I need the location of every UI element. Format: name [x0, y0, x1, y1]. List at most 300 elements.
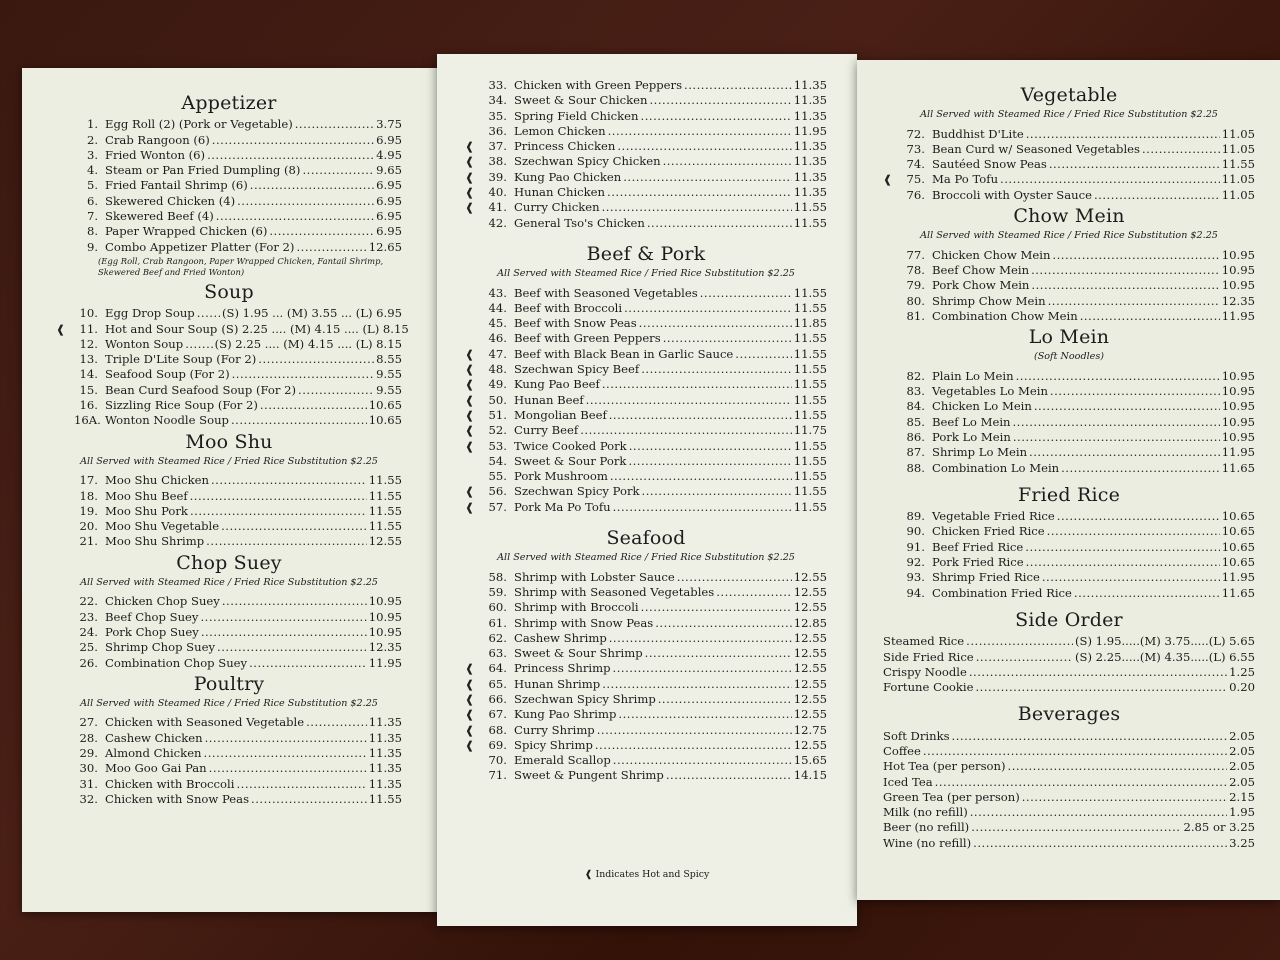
item-name: Szechwan Spicy Chicken: [514, 154, 661, 169]
item-number: 4.: [86, 163, 98, 178]
menu-column-left: [56, 90, 409, 807]
dot-leader: [617, 139, 791, 154]
section-title-chow-mein: Chow Mein: [1013, 205, 1125, 228]
dot-leader: [645, 646, 792, 661]
item-price: 3.75: [376, 117, 402, 132]
item-name: Sweet & Pungent Shrimp: [514, 768, 664, 783]
item-price: 11.95: [1221, 308, 1255, 323]
item-price: 2.85 or 3.25: [1183, 820, 1255, 835]
dot-leader: [1080, 309, 1220, 324]
item-number: 84.: [906, 399, 925, 414]
menu-item-row: [883, 142, 1255, 157]
dot-leader: [1008, 759, 1228, 774]
dot-leader: [216, 209, 374, 224]
item-number: 6.: [86, 193, 98, 208]
item-name: Moo Shu Vegetable: [105, 519, 220, 534]
item-name: Crab Rangoon (6): [105, 132, 210, 147]
item-name: Curry Shrimp: [514, 722, 595, 737]
item-price: 2.15: [1229, 789, 1255, 804]
menu-panel-middle: [437, 54, 857, 926]
item-number: 80.: [906, 293, 925, 308]
item-name: Sweet & Sour Chicken: [514, 93, 648, 108]
menu-item-row: [56, 352, 402, 367]
section-title-lo-mein: Lo Mein: [1028, 326, 1110, 349]
item-number: 19.: [79, 503, 98, 518]
dot-leader: [249, 656, 367, 671]
item-number: 2.: [86, 132, 98, 147]
menu-item-row: [465, 454, 827, 469]
item-price: 10.65: [1221, 539, 1255, 554]
item-name: Pork Ma Po Tofu: [514, 499, 611, 514]
item-price: 10.95: [1221, 429, 1255, 444]
item-name: Cashew Shrimp: [514, 630, 607, 645]
dot-leader: [206, 534, 367, 549]
dot-leader: [1013, 430, 1220, 445]
menu-item-row: [465, 768, 827, 783]
dot-leader: [655, 616, 792, 631]
item-number: 75.: [906, 172, 925, 187]
dot-leader: [1057, 509, 1220, 524]
item-name: Hunan Beef: [514, 392, 584, 407]
section-title-seafood: Seafood: [606, 527, 686, 550]
menu-item-row: [883, 248, 1255, 263]
menu-item-row: [56, 240, 402, 255]
item-price: 15.65: [793, 753, 827, 768]
item-name: Beef with Black Bean in Garlic Sauce: [514, 346, 734, 361]
item-price: 11.55: [1221, 157, 1255, 172]
menu-item-row: [883, 570, 1255, 585]
pepper-icon: ❰: [465, 738, 475, 752]
item-number: 74.: [906, 157, 925, 172]
item-price: 12.55: [793, 646, 827, 661]
item-name: Sautéed Snow Peas: [932, 157, 1047, 172]
item-name: Fortune Cookie: [883, 680, 974, 695]
item-price: 11.55: [793, 377, 827, 392]
item-price: 11.65: [1221, 585, 1255, 600]
section-note-poultry: All Served with Steamed Rice / Fried Rice Substitution $2.25: [80, 698, 378, 710]
item-name: Chicken with Broccoli: [105, 776, 235, 791]
item-number: 35.: [488, 108, 507, 123]
item-price: 10.95: [368, 594, 402, 609]
dot-leader: [649, 93, 791, 108]
item-name: Chicken Lo Mein: [932, 399, 1032, 414]
item-name: Hunan Chicken: [514, 185, 606, 200]
platter-note: (Egg Roll, Crab Rangoon, Paper Wrapped Chicken, Fantail Shrimp, Skewered Beef and Fried Wonton): [98, 255, 384, 278]
section-note-vegetable: All Served with Steamed Rice / Fried Rice Substitution $2.25: [920, 109, 1218, 121]
menu-item-row: [883, 744, 1255, 759]
item-price: 6.95: [376, 193, 402, 208]
dot-leader: [190, 504, 367, 519]
menu-item-row: [465, 631, 827, 646]
menu-item-row: [883, 278, 1255, 293]
item-name: Sweet & Sour Shrimp: [514, 646, 643, 661]
item-name: Shrimp Chop Suey: [105, 640, 216, 655]
item-number: 17.: [79, 473, 98, 488]
item-price: 2.05: [1229, 774, 1255, 789]
item-price: 12.35: [1221, 293, 1255, 308]
menu-item-row: [883, 172, 1255, 187]
menu-item-row: [883, 461, 1255, 476]
dot-leader: [236, 777, 366, 792]
dot-leader: [207, 148, 374, 163]
item-number: 63.: [488, 646, 507, 661]
menu-item-row: [465, 393, 827, 408]
dot-leader: [1074, 586, 1220, 601]
item-number: 65.: [488, 676, 507, 691]
menu-item-row: [56, 209, 402, 224]
dot-leader: [258, 352, 374, 367]
item-list-poultry: [56, 715, 402, 807]
item-number: 64.: [488, 661, 507, 676]
item-number: 72.: [906, 126, 925, 141]
item-number: 47.: [488, 346, 507, 361]
item-list-beverages: [883, 729, 1255, 851]
item-number: 16.: [79, 398, 98, 413]
item-number: 29.: [79, 745, 98, 760]
dot-leader: [628, 454, 791, 469]
menu-item-row: [56, 746, 402, 761]
menu-item-row: [56, 398, 402, 413]
item-price: 11.55: [793, 215, 827, 230]
item-price: 11.05: [1221, 126, 1255, 141]
item-price: 10.95: [1221, 278, 1255, 293]
dot-leader: [232, 367, 375, 382]
item-number: 67.: [488, 707, 507, 722]
item-price: (S) 2.25.....(M) 4.35.....(L) 6.55: [1074, 649, 1255, 664]
item-name: Moo Goo Gai Pan: [105, 761, 207, 776]
dot-leader: [976, 680, 1228, 695]
dot-leader: [1034, 399, 1220, 414]
menu-item-row: [56, 306, 402, 321]
item-name: Moo Shu Pork: [105, 503, 188, 518]
menu-item-row: [465, 316, 827, 331]
item-price: 11.55: [793, 300, 827, 315]
dot-leader: [700, 286, 792, 301]
item-number: 66.: [488, 691, 507, 706]
dot-leader: [641, 600, 792, 615]
section-title-side-order: Side Order: [1015, 608, 1123, 631]
item-name: Sizzling Rice Soup (For 2): [105, 398, 258, 413]
item-name: Kung Pao Chicken: [514, 169, 622, 184]
item-price: 12.85: [793, 615, 827, 630]
item-name: Chicken Chop Suey: [105, 594, 220, 609]
dot-leader: [250, 178, 374, 193]
menu-item-row: [56, 148, 402, 163]
item-number: 50.: [488, 392, 507, 407]
menu-item-row: [56, 625, 402, 640]
item-name: Szechwan Spicy Pork: [514, 484, 640, 499]
pepper-icon: ❰: [883, 173, 893, 187]
item-number: 87.: [906, 445, 925, 460]
item-name: Szechwan Spicy Beef: [514, 362, 640, 377]
item-name: Green Tea (per person): [883, 789, 1020, 804]
dot-leader: [1029, 445, 1220, 460]
dot-leader: [935, 775, 1228, 790]
dot-leader: [1142, 142, 1220, 157]
section-title-chop-suey: Chop Suey: [176, 551, 282, 574]
dot-leader: [602, 377, 792, 392]
section-title-vegetable: Vegetable: [1020, 84, 1118, 106]
dot-leader: [221, 519, 367, 534]
item-price: 11.05: [1221, 172, 1255, 187]
menu-item-row: [465, 154, 827, 169]
item-price: 10.95: [1221, 399, 1255, 414]
item-number: 94.: [906, 585, 925, 600]
dot-leader: [295, 117, 374, 132]
menu-item-row: [883, 294, 1255, 309]
item-name: Skewered Beef (4): [105, 209, 214, 224]
dot-leader: [971, 820, 1181, 835]
menu-item-row: [883, 415, 1255, 430]
item-price: 11.35: [793, 139, 827, 154]
dot-leader: [1061, 461, 1220, 476]
item-name: Shrimp with Snow Peas: [514, 615, 654, 630]
item-number: 83.: [906, 384, 925, 399]
pepper-icon: ❰: [465, 170, 475, 184]
menu-item-row: [56, 534, 402, 549]
item-number: 68.: [488, 722, 507, 737]
item-number: 25.: [79, 640, 98, 655]
menu-item-row: [883, 399, 1255, 414]
pepper-icon: ❰: [465, 677, 475, 691]
hot-spicy-legend: [437, 869, 857, 880]
menu-item-row: [883, 820, 1255, 835]
item-price: 10.65: [1221, 524, 1255, 539]
item-price: 9.55: [376, 382, 402, 397]
item-number: 39.: [488, 169, 507, 184]
item-price: 11.55: [793, 438, 827, 453]
item-number: 90.: [906, 524, 925, 539]
menu-item-row: [465, 500, 827, 515]
item-number: 57.: [488, 499, 507, 514]
item-name: Moo Shu Beef: [105, 488, 188, 503]
item-price: 11.65: [1221, 460, 1255, 475]
menu-item-row: [465, 200, 827, 215]
item-name: Beef Chow Mein: [932, 262, 1030, 277]
item-name: Soft Drinks: [883, 728, 950, 743]
menu-item-row: [56, 489, 402, 504]
item-number: 44.: [488, 300, 507, 315]
dot-leader: [1000, 172, 1220, 187]
menu-item-row: [465, 301, 827, 316]
item-price: 11.85: [793, 316, 827, 331]
section-title-poultry: Poultry: [193, 672, 265, 695]
menu-item-row: [56, 224, 402, 239]
item-name: Pork Mushroom: [514, 469, 608, 484]
menu-item-row: [465, 185, 827, 200]
menu-item-row: [56, 413, 402, 428]
dot-leader: [623, 170, 792, 185]
menu-item-row: [465, 600, 827, 615]
item-price: (S) 2.25 .... (M) 4.15 .... (L) 8.15: [214, 336, 402, 351]
menu-item-row: [56, 640, 402, 655]
item-number: 45.: [488, 316, 507, 331]
item-name: Curry Beef: [514, 423, 579, 438]
dot-leader: [969, 665, 1227, 680]
item-list-fried-rice: [883, 509, 1255, 601]
item-list-side-order: [883, 634, 1255, 695]
menu-item-row: [56, 761, 402, 776]
item-price: 12.55: [793, 600, 827, 615]
item-number: 82.: [906, 368, 925, 383]
dot-leader: [1047, 524, 1220, 539]
menu-item-row: [465, 646, 827, 661]
item-name: Hot Tea (per person): [883, 759, 1006, 774]
item-number: 52.: [488, 423, 507, 438]
item-price: 10.95: [1221, 247, 1255, 262]
dot-leader: [641, 362, 792, 377]
section-note-seafood: All Served with Steamed Rice / Fried Rice Substitution $2.25: [497, 552, 795, 564]
item-price: 2.05: [1229, 728, 1255, 743]
menu-item-row: [465, 738, 827, 753]
dot-leader: [607, 185, 792, 200]
item-name: Chicken with Snow Peas: [105, 791, 250, 806]
dot-leader: [602, 677, 792, 692]
item-number: 41.: [488, 200, 507, 215]
menu-item-row: [465, 585, 827, 600]
item-number: 32.: [79, 791, 98, 806]
item-number: 9.: [86, 239, 98, 254]
menu-item-row: [883, 369, 1255, 384]
dot-leader: [647, 216, 792, 231]
item-price: 11.55: [368, 791, 402, 806]
menu-panel-right: [857, 60, 1280, 900]
item-price: 11.95: [1221, 570, 1255, 585]
item-name: Lemon Chicken: [514, 123, 606, 138]
item-name: Fried Fantail Shrimp (6): [105, 178, 248, 193]
item-price: 9.55: [376, 367, 402, 382]
item-number: 37.: [488, 139, 507, 154]
item-price: 12.55: [793, 569, 827, 584]
item-name: Hunan Shrimp: [514, 676, 601, 691]
menu-item-row: [465, 139, 827, 154]
menu-column-right: [883, 82, 1255, 851]
item-number: 78.: [906, 262, 925, 277]
dot-leader: [608, 124, 792, 139]
item-name: Broccoli with Oyster Sauce: [932, 187, 1092, 202]
item-price: 11.75: [793, 423, 827, 438]
menu-item-row: [465, 124, 827, 139]
item-name: Plain Lo Mein: [932, 368, 1014, 383]
item-name: Wine (no refill): [883, 835, 972, 850]
item-number: 15.: [79, 382, 98, 397]
item-number: 58.: [488, 569, 507, 584]
item-name: Ma Po Tofu: [932, 172, 999, 187]
section-title-fried-rice: Fried Rice: [1017, 483, 1121, 506]
item-name: Wonton Soup: [105, 336, 184, 351]
item-number: 13.: [79, 352, 98, 367]
menu-item-row: [465, 78, 827, 93]
item-number: 24.: [79, 624, 98, 639]
dot-leader: [595, 738, 792, 753]
menu-item-row: [465, 677, 827, 692]
dot-leader: [296, 240, 366, 255]
item-number: 56.: [488, 484, 507, 499]
item-price: 14.15: [793, 768, 827, 783]
item-number: 33.: [488, 78, 507, 92]
item-number: 18.: [79, 488, 98, 503]
menu-item-row: [883, 263, 1255, 278]
item-number: 14.: [79, 367, 98, 382]
item-name: Skewered Chicken (4): [105, 193, 236, 208]
item-name: Seafood Soup (For 2): [105, 367, 230, 382]
menu-item-row: [56, 383, 402, 398]
item-name: Beef with Broccoli: [514, 300, 623, 315]
pepper-icon: ❰: [465, 140, 475, 154]
item-number: 46.: [488, 331, 507, 346]
menu-column-middle: [465, 78, 827, 784]
item-list-poultry-continued: [465, 78, 827, 231]
menu-item-row: [465, 362, 827, 377]
item-name: Hot and Sour Soup: [105, 321, 218, 336]
item-number: 38.: [488, 154, 507, 169]
item-price: 12.55: [793, 737, 827, 752]
item-list-chow-mein: [883, 248, 1255, 324]
dot-leader: [677, 570, 792, 585]
pepper-icon: ❰: [465, 708, 475, 722]
dot-leader: [1031, 278, 1219, 293]
item-price: 8.55: [376, 352, 402, 367]
dot-leader: [613, 500, 792, 515]
item-price: 12.65: [368, 239, 402, 254]
dot-leader: [204, 746, 367, 761]
pepper-icon: ❰: [465, 692, 475, 706]
dot-leader: [1049, 157, 1220, 172]
item-name: Coffee: [883, 743, 921, 758]
item-number: 73.: [906, 141, 925, 156]
menu-item-row: [56, 777, 402, 792]
item-number: 7.: [86, 209, 98, 224]
section-note-lo-mein: (Soft Noodles): [1033, 351, 1105, 363]
item-price: 11.55: [793, 407, 827, 422]
menu-item-row: [56, 163, 402, 178]
item-price: 11.35: [368, 715, 402, 730]
menu-item-row: [465, 439, 827, 454]
item-number: 51.: [488, 407, 507, 422]
dot-leader: [613, 753, 792, 768]
item-price: 9.65: [376, 163, 402, 178]
item-price: 11.55: [793, 499, 827, 514]
dot-leader: [217, 640, 367, 655]
dot-leader: [973, 836, 1227, 851]
section-note-chow-mein: All Served with Steamed Rice / Fried Rice Substitution $2.25: [920, 230, 1218, 242]
dot-leader: [1031, 263, 1220, 278]
item-price: 6.95: [376, 224, 402, 239]
item-name: Crispy Noodle: [883, 664, 967, 679]
pepper-icon: ❰: [465, 662, 475, 676]
item-name: Buddhist D'Lite: [932, 126, 1024, 141]
dot-leader: [613, 661, 792, 676]
item-name: Shrimp with Seasoned Vegetables: [514, 584, 715, 599]
item-name: Fried Wonton (6): [105, 147, 206, 162]
item-price: 6.95: [376, 132, 402, 147]
item-price: 11.55: [368, 488, 402, 503]
item-name: Beef Fried Rice: [932, 539, 1024, 554]
item-price: 12.55: [793, 691, 827, 706]
item-number: 43.: [488, 285, 507, 300]
item-number: 70.: [488, 753, 507, 768]
item-price: 11.55: [793, 469, 827, 484]
dot-leader: [684, 78, 792, 93]
item-name: Szechwan Spicy Shrimp: [514, 691, 656, 706]
menu-item-row: [883, 729, 1255, 744]
item-name: Combination Chow Mein: [932, 308, 1078, 323]
dot-leader: [663, 154, 792, 169]
item-price: 11.05: [1221, 141, 1255, 156]
item-name: Moo Shu Shrimp: [105, 534, 205, 549]
item-name: Kung Pao Beef: [514, 377, 600, 392]
item-number: 3.: [86, 147, 98, 162]
